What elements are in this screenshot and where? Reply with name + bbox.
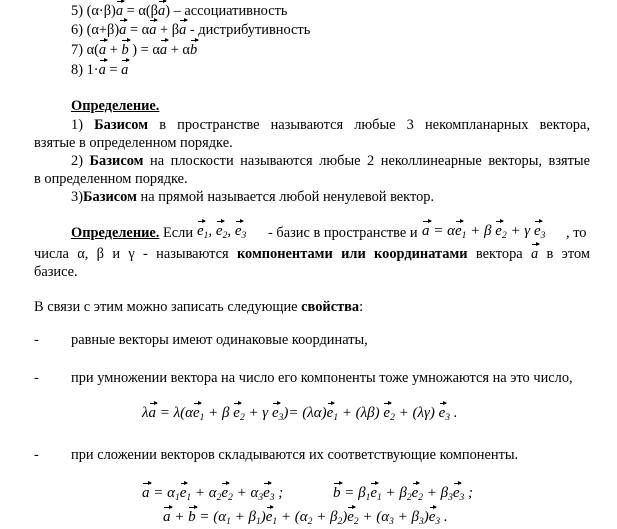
definition-2-line-2: числа α, β и γ - называются компонентами или координатами вектора a в этом — [34, 246, 590, 262]
bullet-marker-2: - — [34, 370, 39, 386]
definition-item-2-cont: в определенном порядке. — [34, 171, 188, 187]
vector-sum-formula: $a + b = (\alpha_1 + \beta_1)e_1 + (\alpha_2 + \beta_2)e_2 + (\alpha_3 + \beta_3)e_3$ . — [163, 509, 448, 527]
scalar-multiplication-formula: $\lambda a = \lambda(\alpha e_1 + \beta$ $e_2 + \gamma$ $e_3)= (\lambda\alpha)e_1 + (\lambda\beta)$ $e_2 + (\lambda\gamma)$ $e_3$ . — [142, 405, 458, 423]
definition-2-basis-text: - базис в пространстве и — [268, 225, 418, 241]
definition-heading-1: Определение. — [71, 98, 160, 114]
definition-item-1: 1) Базисом в пространстве называются любые 3 некомпланарных вектора, — [71, 117, 590, 133]
bullet-3: при сложении векторов складываются их соответствующие компоненты. — [71, 447, 519, 463]
bullet-marker-1: - — [34, 332, 39, 348]
property-6: 6) (α+β)a = αa + βa - дистрибутивность — [71, 22, 311, 38]
vector-b-components: $b = \beta_1e_1 + \beta_2e_2 + \beta_3e_3$ ; — [333, 485, 474, 503]
definition-2-then: , то — [566, 225, 587, 241]
vector-decomposition: $a = \alpha e_1 + \beta$ $e_2 + \gamma$ $e_3$ — [422, 223, 546, 241]
definition-heading-2: Определение. — [71, 225, 160, 241]
property-8: 8) 1·a = a — [71, 62, 129, 78]
bullet-marker-3: - — [34, 447, 39, 463]
vector-a-components: $a = \alpha_1e_1 + \alpha_2e_2 + \alpha_3e_3$ ; — [142, 485, 284, 503]
definition-item-3: 3)Базисом на прямой называется любой ненулевой вектор. — [71, 189, 435, 205]
basis-vectors: $e_1$, $e_2$, $e_3$ — [197, 223, 247, 241]
properties-intro: В связи с этим можно записать следующие свойства: — [34, 299, 364, 315]
property-7: 7) α(a + b ) = αa + αb — [71, 42, 198, 58]
definition-item-2: 2) Базисом на плоскости называются любые 2 неколлинеарные векторы, взятые — [71, 153, 590, 169]
bullet-1: равные векторы имеют одинаковые координаты, — [71, 332, 368, 348]
bullet-2: при умножении вектора на число его компоненты тоже умножаются на это число, — [71, 370, 573, 386]
definition-item-1-cont: взятые в определенном порядке. — [34, 135, 233, 151]
property-5: 5) (α·β)a = α(βa) – ассоциативность — [71, 3, 288, 19]
definition-2-line-3: базисе. — [34, 264, 78, 280]
definition-2-line-1: Определение. Если — [71, 225, 194, 241]
